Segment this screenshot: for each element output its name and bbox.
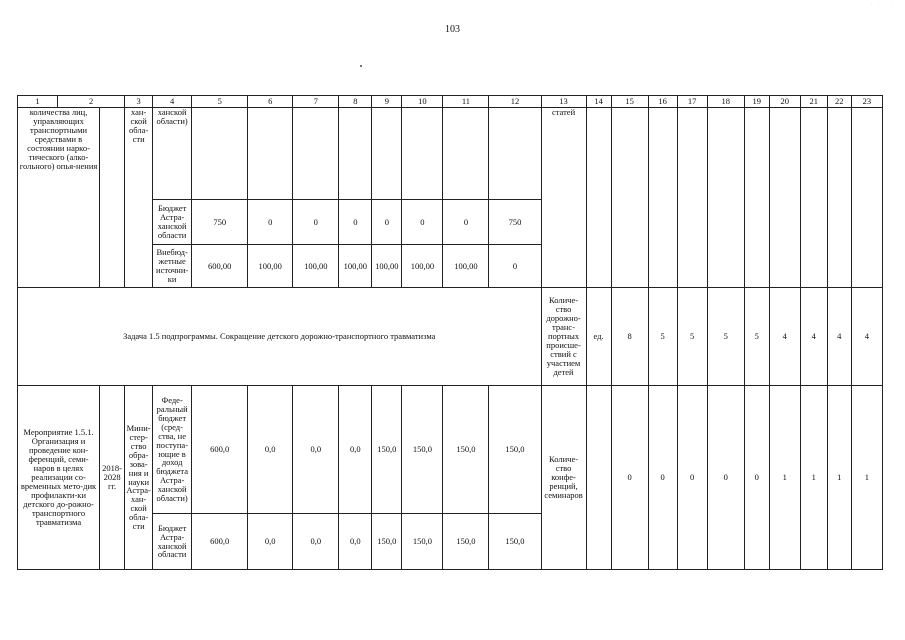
header-cell: 3 bbox=[125, 96, 153, 108]
value-cell bbox=[489, 108, 541, 200]
value-cell: 150,0 bbox=[443, 386, 489, 514]
value-cell: 150,0 bbox=[402, 514, 443, 570]
value-cell bbox=[402, 108, 443, 200]
source-cell: Внебюд-жетные источни-ки bbox=[153, 245, 192, 288]
measure-executor: Мини-стер-ство обра-зова-ния и науки Астра-хан-ской обла-сти bbox=[125, 386, 153, 570]
value-cell: 100,00 bbox=[248, 245, 293, 288]
header-cell: 8 bbox=[339, 96, 372, 108]
header-cell: 13 bbox=[541, 96, 586, 108]
header-cell: 1 bbox=[18, 96, 58, 108]
value-cell bbox=[248, 108, 293, 200]
value-cell bbox=[192, 108, 248, 200]
task-unit: ед. bbox=[586, 288, 611, 386]
column-number-row bbox=[18, 96, 883, 108]
task-value: 5 bbox=[707, 288, 744, 386]
header-cell: 14 bbox=[586, 96, 611, 108]
value-cell: 0 bbox=[402, 200, 443, 245]
source-cell: ханской области) bbox=[153, 108, 192, 200]
indicator-value: 1 bbox=[800, 386, 827, 570]
value-cell: 0 bbox=[293, 200, 339, 245]
header-cell: 17 bbox=[677, 96, 707, 108]
indicator-value: 0 bbox=[744, 386, 769, 570]
task-value: 4 bbox=[827, 288, 851, 386]
value-cell: 100,00 bbox=[293, 245, 339, 288]
empty-cell bbox=[800, 108, 827, 288]
empty-cell bbox=[611, 108, 648, 288]
value-cell: 600,00 bbox=[192, 245, 248, 288]
value-cell: 150,0 bbox=[489, 386, 541, 514]
page-number: 103 bbox=[445, 24, 460, 35]
empty-cell bbox=[744, 108, 769, 288]
measure-indicator: Количе-ство конфе-ренций, семинаров bbox=[541, 386, 586, 570]
indicator-value: 1 bbox=[851, 386, 882, 570]
empty-cell bbox=[827, 108, 851, 288]
empty-cell bbox=[769, 108, 800, 288]
empty-cell bbox=[851, 108, 882, 288]
task-value: 4 bbox=[769, 288, 800, 386]
value-cell: 0,0 bbox=[293, 514, 339, 570]
value-cell: 750 bbox=[192, 200, 248, 245]
task-value: 4 bbox=[800, 288, 827, 386]
header-cell: 20 bbox=[769, 96, 800, 108]
scan-speck bbox=[360, 65, 362, 67]
measure-row bbox=[18, 386, 883, 514]
task-value: 5 bbox=[677, 288, 707, 386]
value-cell: 750 bbox=[489, 200, 541, 245]
source-cell: Феде-ральный бюджет (сред-ства, не поступа-ющие в доход бюджета Астра-ханской области) bbox=[153, 386, 192, 514]
source-cell: Бюджет Астра-ханской области bbox=[153, 200, 192, 245]
value-cell: 150,0 bbox=[489, 514, 541, 570]
value-cell: 0 bbox=[339, 200, 372, 245]
header-cell: 18 bbox=[707, 96, 744, 108]
header-cell: 21 bbox=[800, 96, 827, 108]
task-value: 8 bbox=[611, 288, 648, 386]
continuation-row bbox=[18, 108, 883, 200]
value-cell: 150,0 bbox=[443, 514, 489, 570]
empty-cell bbox=[100, 108, 125, 288]
value-cell: 100,00 bbox=[402, 245, 443, 288]
empty-cell bbox=[707, 108, 744, 288]
value-cell bbox=[372, 108, 402, 200]
value-cell: 600,0 bbox=[192, 514, 248, 570]
header-cell: 11 bbox=[443, 96, 489, 108]
value-cell bbox=[443, 108, 489, 200]
value-cell: 0,0 bbox=[339, 514, 372, 570]
indicator-value: 0 bbox=[611, 386, 648, 570]
header-cell: 7 bbox=[293, 96, 339, 108]
header-cell: 23 bbox=[851, 96, 882, 108]
empty-cell bbox=[586, 386, 611, 570]
header-cell: 6 bbox=[248, 96, 293, 108]
header-cell: 4 bbox=[153, 96, 192, 108]
measure-name: Мероприятие 1.5.1. Организация и проведение кон-ференций, семи-наров в целях реализации со-временных мето-дик профилакти-ки детского до-рожно-транспортного травматизма bbox=[18, 386, 100, 570]
value-cell: 0 bbox=[489, 245, 541, 288]
value-cell: 0,0 bbox=[248, 386, 293, 514]
value-cell: 600,0 bbox=[192, 386, 248, 514]
header-cell: 22 bbox=[827, 96, 851, 108]
value-cell: 0,0 bbox=[293, 386, 339, 514]
header-cell: 12 bbox=[489, 96, 541, 108]
task-value: 5 bbox=[648, 288, 677, 386]
task-value: 4 bbox=[851, 288, 882, 386]
task-value: 5 bbox=[744, 288, 769, 386]
empty-cell bbox=[648, 108, 677, 288]
value-cell: 0 bbox=[443, 200, 489, 245]
value-cell: 100,00 bbox=[339, 245, 372, 288]
value-cell: 100,00 bbox=[372, 245, 402, 288]
header-cell: 19 bbox=[744, 96, 769, 108]
value-cell: 150,0 bbox=[402, 386, 443, 514]
header-cell: 2 bbox=[58, 96, 125, 108]
value-cell bbox=[339, 108, 372, 200]
indicator-value: 0 bbox=[707, 386, 744, 570]
empty-cell bbox=[586, 108, 611, 288]
header-cell: 16 bbox=[648, 96, 677, 108]
indicator-value: 1 bbox=[827, 386, 851, 570]
empty-cell bbox=[677, 108, 707, 288]
value-cell: 0,0 bbox=[248, 514, 293, 570]
task-indicator: Количе-ство дорожно-транс-портных происше-ствий с участием детей bbox=[541, 288, 586, 386]
header-cell: 5 bbox=[192, 96, 248, 108]
value-cell: 0 bbox=[372, 200, 402, 245]
value-cell: 0,0 bbox=[339, 386, 372, 514]
continuation-indicator: статей bbox=[541, 108, 586, 288]
measure-period: 2018-2028 гг. bbox=[100, 386, 125, 570]
continuation-name: количества лиц, управляющих транспортными средствами в состоянии нарко-тического (алко-гольного) опья-нения bbox=[18, 108, 100, 288]
indicator-value: 0 bbox=[677, 386, 707, 570]
header-cell: 9 bbox=[372, 96, 402, 108]
financing-table bbox=[17, 95, 883, 570]
value-cell: 100,00 bbox=[443, 245, 489, 288]
value-cell bbox=[293, 108, 339, 200]
task-row bbox=[18, 288, 883, 386]
scan-corner-marks: · · · · bbox=[870, 2, 895, 7]
indicator-value: 0 bbox=[648, 386, 677, 570]
header-cell: 10 bbox=[402, 96, 443, 108]
value-cell: 150,0 bbox=[372, 514, 402, 570]
source-cell: Бюджет Астра-ханской области bbox=[153, 514, 192, 570]
value-cell: 0 bbox=[248, 200, 293, 245]
value-cell: 150,0 bbox=[372, 386, 402, 514]
task-title: Задача 1.5 подпрограммы. Сокращение детского дорожно-транспортного травматизма bbox=[18, 288, 542, 386]
continuation-executor: хан-ской обла-сти bbox=[125, 108, 153, 288]
indicator-value: 1 bbox=[769, 386, 800, 570]
header-cell: 15 bbox=[611, 96, 648, 108]
